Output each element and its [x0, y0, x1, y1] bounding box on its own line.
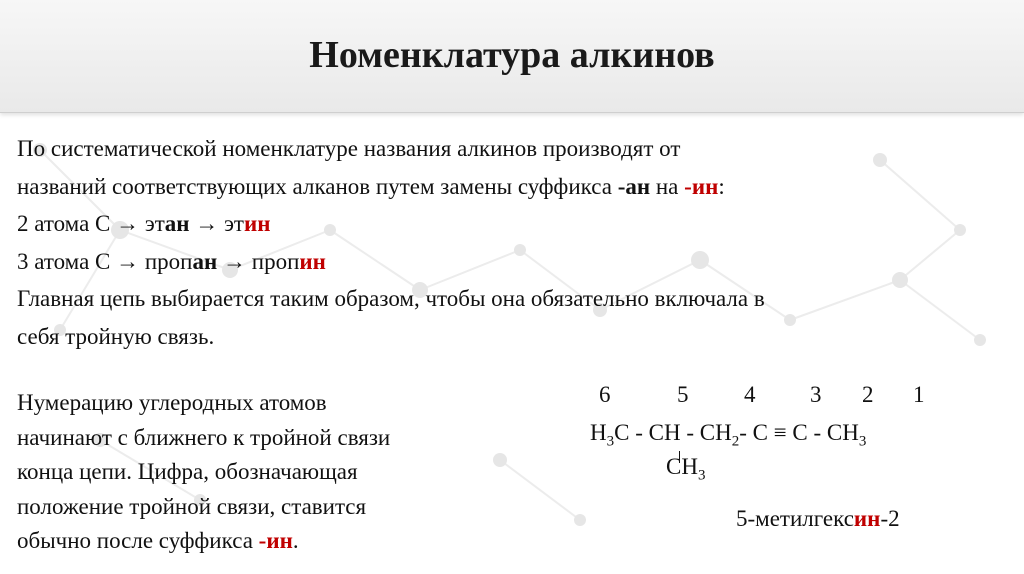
example-text: 2 атома С → эт — [17, 211, 165, 236]
example-text: 3 атома С → проп — [17, 248, 193, 274]
suffix-an: -ан — [617, 173, 651, 199]
numbering-text: обычно после суффикса — [17, 528, 259, 553]
intro-line-2 — [17, 168, 1017, 206]
example-text: → эт — [189, 211, 244, 236]
name-part: 5-метилгекс — [736, 506, 854, 531]
numbering-line-2: начинают с ближнего к тройной связи — [17, 424, 391, 450]
numbering-paragraph — [17, 386, 577, 559]
suffix-in: -ин — [258, 528, 293, 553]
intro-line-6: себя тройную связь. — [17, 323, 215, 349]
numbering-text: . — [292, 528, 299, 553]
example-text: → проп — [217, 248, 300, 274]
suffix-an: ан — [164, 211, 190, 236]
carbon-number-5: 5 — [677, 382, 689, 407]
suffix-in: -ин — [684, 173, 719, 199]
intro-text: на — [650, 173, 685, 199]
numbering-line-3: конца цепи. Цифра, обозначающая — [17, 459, 358, 484]
suffix-an: ан — [192, 248, 218, 274]
methyl-branch — [666, 454, 705, 485]
intro-text: : — [718, 173, 725, 199]
suffix-in: ин — [244, 211, 271, 236]
branch-subscript: 3 — [697, 467, 706, 484]
carbon-number-6: 6 — [599, 382, 611, 407]
chain-part: H — [590, 420, 607, 445]
intro-line-1: По систематической номенклатуре названия алкинов производят от — [17, 136, 681, 161]
slide-header — [0, 0, 1024, 113]
example-ethane — [17, 205, 1017, 243]
name-part: -2 — [880, 506, 900, 531]
numbering-line-1: Нумерацию углеродных атомов — [17, 390, 327, 415]
main-chain-formula — [590, 420, 866, 451]
chain-part: - C ≡ C - CH — [739, 420, 859, 445]
chain-subscript: 3 — [606, 433, 615, 450]
suffix-in: ин — [299, 248, 326, 274]
intro-text: названий соответствующих алканов путем замены суффикса — [17, 173, 618, 199]
compound-name — [736, 506, 900, 532]
chain-subscript: 3 — [858, 433, 867, 450]
slide-title: Номенклатура алкинов — [309, 34, 715, 76]
carbon-number-2: 2 — [862, 382, 874, 407]
intro-paragraph — [17, 130, 1017, 355]
intro-line-5: Главная цепь выбирается таким образом, чтобы она обязательно включала в — [17, 286, 765, 311]
example-propane — [17, 243, 1017, 281]
carbon-number-3: 3 — [810, 382, 822, 407]
carbon-number-4: 4 — [744, 382, 756, 407]
suffix-in: ин — [853, 506, 881, 531]
branch-part: CH — [666, 454, 698, 479]
chain-subscript: 2 — [731, 433, 740, 450]
carbon-number-1: 1 — [913, 382, 925, 407]
chain-part: C - CH - CH — [614, 420, 732, 445]
numbering-line-4: положение тройной связи, ставится — [17, 493, 367, 519]
structural-formula — [580, 382, 1010, 572]
numbering-line-5 — [17, 524, 577, 559]
